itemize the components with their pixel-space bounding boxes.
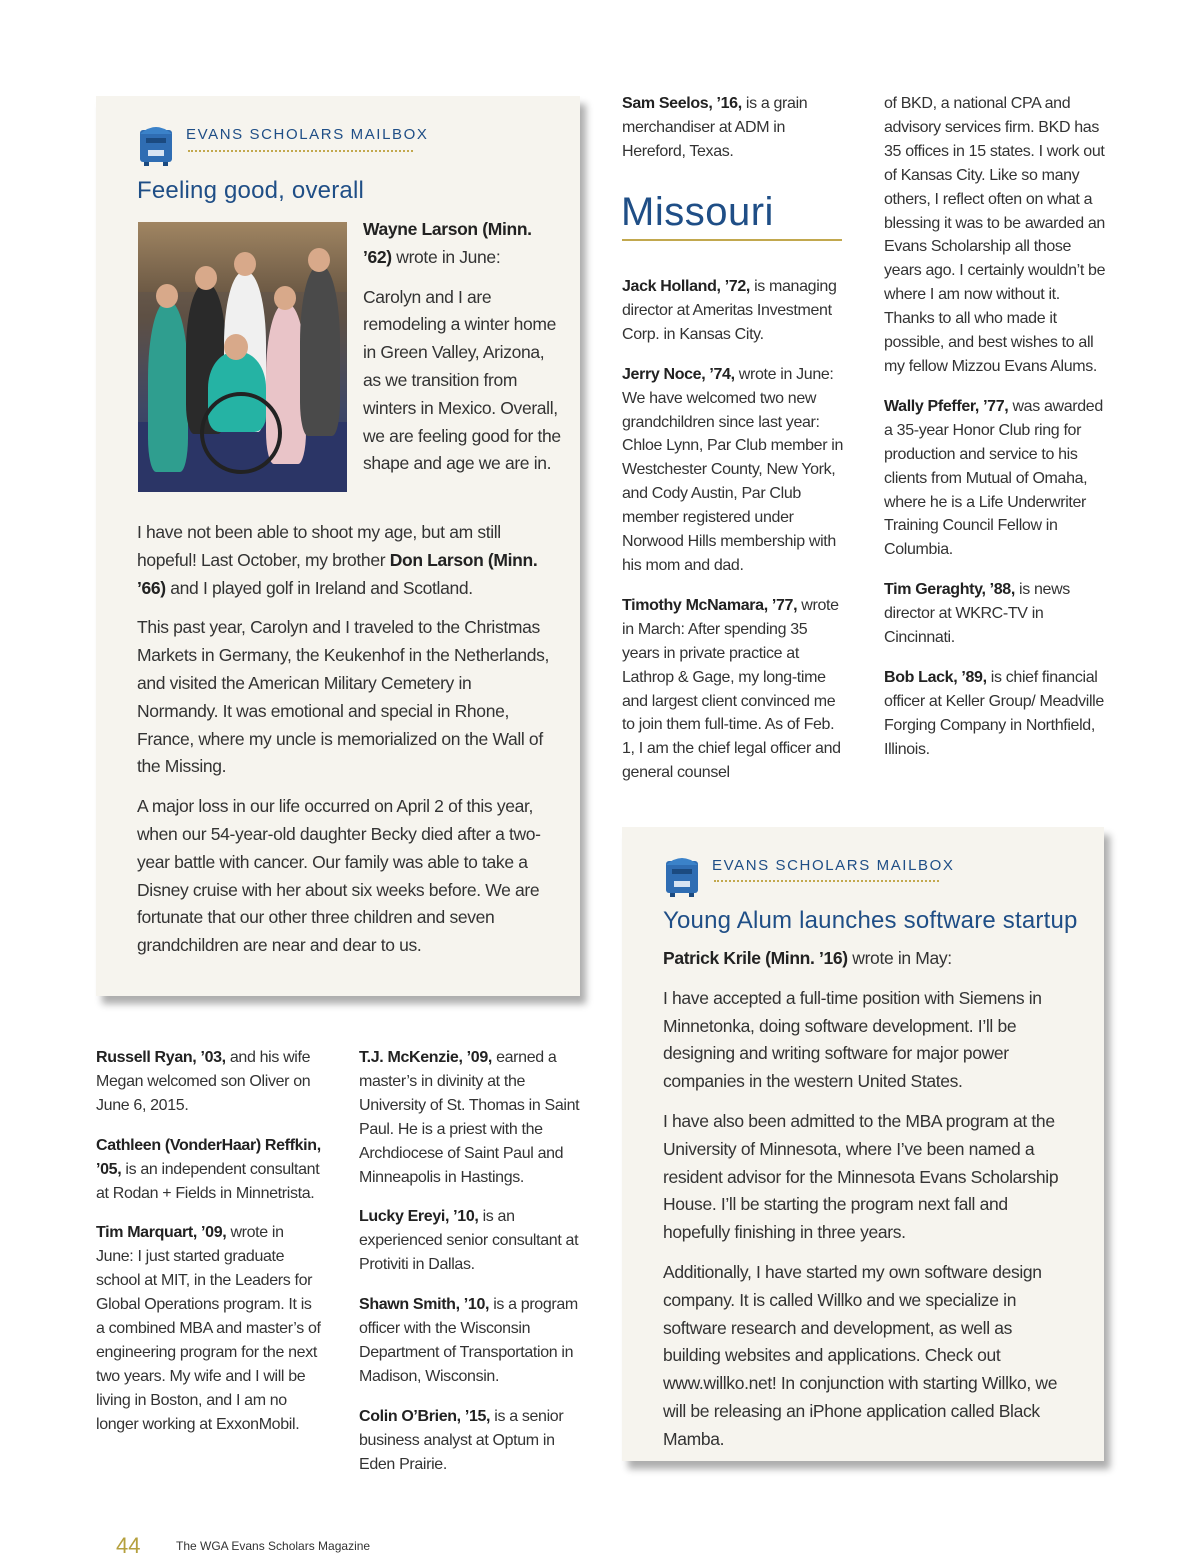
intro-text: wrote in June:: [391, 246, 501, 267]
page-number: 44: [116, 1533, 141, 1558]
feature-body: [137, 519, 557, 972]
note-item: Russell Ryan, ’03, and his wife Megan welcomed son Oliver on June 6, 2015.: [96, 1049, 311, 1114]
note-item: Tim Marquart, ’09, wrote in June: I just started graduate school at MIT, in the Leaders for Global Operations program. It is a combined MBA and master’s of engineering program for the next two years. My wife and I will be living in Boston, and I am no longer working at ExxonMobil.: [96, 1224, 321, 1433]
intro-line: Patrick Krile (Minn. ’16) wrote in May:: [663, 948, 952, 968]
heading-rule: [622, 239, 842, 241]
magazine-name: The WGA Evans Scholars Magazine: [176, 1539, 371, 1553]
state-heading: Missouri: [621, 190, 774, 234]
mailbox-icon: [664, 851, 700, 897]
correspondent-name: Don Larson (Minn. ’66): [137, 549, 538, 598]
paragraph: I have not been able to shoot my age, but am still hopeful! Last October, my brother Don Larson (Minn. ’66) and I played golf in Ireland and Scotland.: [137, 522, 538, 598]
note-item: Colin O’Brien, ’15, is a senior business analyst at Optum in Eden Prairie.: [359, 1407, 564, 1473]
family-photo: [138, 222, 347, 492]
mailbox-section-label: EVANS SCHOLARS MAILBOX: [712, 857, 955, 874]
note-item: Jack Holland, ’72, is managing director at Ameritas Investment Corp. in Kansas City.: [622, 278, 837, 343]
paragraph: I have accepted a full-time position with Siemens in Minnetonka, doing software development. I’ll be designing and writing software for major power companies in the western United States.: [663, 987, 1042, 1092]
note-item: T.J. McKenzie, ’09, earned a master’s in divinity at the University of St. Thomas in Saint Paul. He is a priest with the Archdiocese of Saint Paul and Minneapolis in Hastings.: [359, 1049, 580, 1186]
mailbox-header: [664, 851, 954, 897]
note-item: Lucky Ereyi, ’10, is an experienced senior consultant at Protiviti in Dallas.: [359, 1208, 579, 1274]
paragraph: Additionally, I have started my own software design company. It is called Willko and we specialize in software research and development, as well as building websites and applications. Check out www.willko.net! In conjunction with starting Willko, we will be releasing an iPhone application called Black Mamba.: [663, 1261, 1058, 1449]
paragraph: This past year, Carolyn and I traveled to the Christmas Markets in Germany, the Keukenhof in the Netherlands, and visited the American Military Cemetery in Normandy. It was emotional and special in Rhone, France, where my uncle is memorialized on the Wall of the Missing.: [137, 617, 550, 777]
notes-column-3-top: [622, 92, 842, 180]
note-continuation: of BKD, a national CPA and advisory services firm. BKD has 35 offices in 15 states. I work out of Kansas City. Like so many others, I reflect often on what a blessing it was to be awarded an Evans Scholarship all those years ago. I certainly wouldn’t be where I am now without it. Thanks to all who made it possible, and best wishes to all my fellow Mizzou Evans Alums.: [884, 95, 1106, 375]
notes-column-4: [884, 92, 1112, 778]
note-item: Tim Geraghty, ’88, is news director at WKRC-TV in Cincinnati.: [884, 581, 1070, 647]
note-item: Shawn Smith, ’10, is a program officer with the Wisconsin Department of Transportation in Madison, Wisconsin.: [359, 1296, 578, 1385]
feature-title: Young Alum launches software startup: [663, 907, 1078, 934]
note-item: Timothy McNamara, ’77, wrote in March: After spending 35 years in private practice at Lathrop & Gage, my long-time and largest client convinced me to join them full-time. As of Feb. 1, I am the chief legal officer and general counsel: [622, 596, 841, 782]
feature-body: [663, 945, 1063, 1466]
feature-title: Feeling good, overall: [137, 177, 365, 204]
mailbox-icon: [138, 120, 174, 166]
notes-column-3: [622, 275, 848, 801]
mailbox-section-label: EVANS SCHOLARS MAILBOX: [186, 126, 429, 143]
note-item: Cathleen (VonderHaar) Reffkin, ’05, is an independent consultant at Rodan + Fields in Minnetrista.: [96, 1136, 321, 1202]
correspondent-name: Patrick Krile (Minn. ’16): [663, 948, 848, 968]
notes-column-2: [359, 1046, 585, 1493]
photo-side-text: [363, 216, 563, 490]
note-item: Sam Seelos, ’16, is a grain merchandiser at ADM in Hereford, Texas.: [622, 95, 808, 160]
notes-column-1: [96, 1046, 324, 1453]
paragraph: A major loss in our life occurred on April 2 of this year, when our 54-year-old daughter Becky died after a two-year battle with cancer. Our family was able to take a Disney cruise with her about six weeks before. We are fortunate that our other three children and seven grandchildren are near and dear to us.: [137, 796, 541, 956]
mailbox-header: [138, 120, 428, 166]
paragraph: Carolyn and I are remodeling a winter home in Green Valley, Arizona, as we transition from winters in Mexico. Overall, we are feeling good for the shape and age we are in.: [363, 286, 561, 474]
note-item: Wally Pfeffer, ’77, was awarded a 35-year Honor Club ring for production and service to his clients from Mutual of Omaha, where he is a Life Underwriter Training Council Fellow in Columbia.: [884, 397, 1103, 559]
dotted-divider: [188, 150, 413, 152]
note-item: Bob Lack, ’89, is chief financial officer at Keller Group/ Meadville Forging Company in Northfield, Illinois.: [884, 668, 1104, 758]
dotted-divider: [714, 880, 939, 882]
paragraph: I have also been admitted to the MBA program at the University of Minnesota, where I’ve been named a resident advisor for the Minnesota Evans Scholarship House. I’ll be starting the program next fall and hopefully finishing in three years.: [663, 1110, 1059, 1243]
note-item: Jerry Noce, ’74, wrote in June: We have welcomed two new grandchildren since last year: Chloe Lynn, Par Club member in Westchester County, New York, and Cody Austin, Par Club member registered under Norwood Hills membership with his mom and dad.: [622, 365, 844, 574]
correspondent-name: Wayne Larson (Minn. ’62): [363, 219, 532, 267]
